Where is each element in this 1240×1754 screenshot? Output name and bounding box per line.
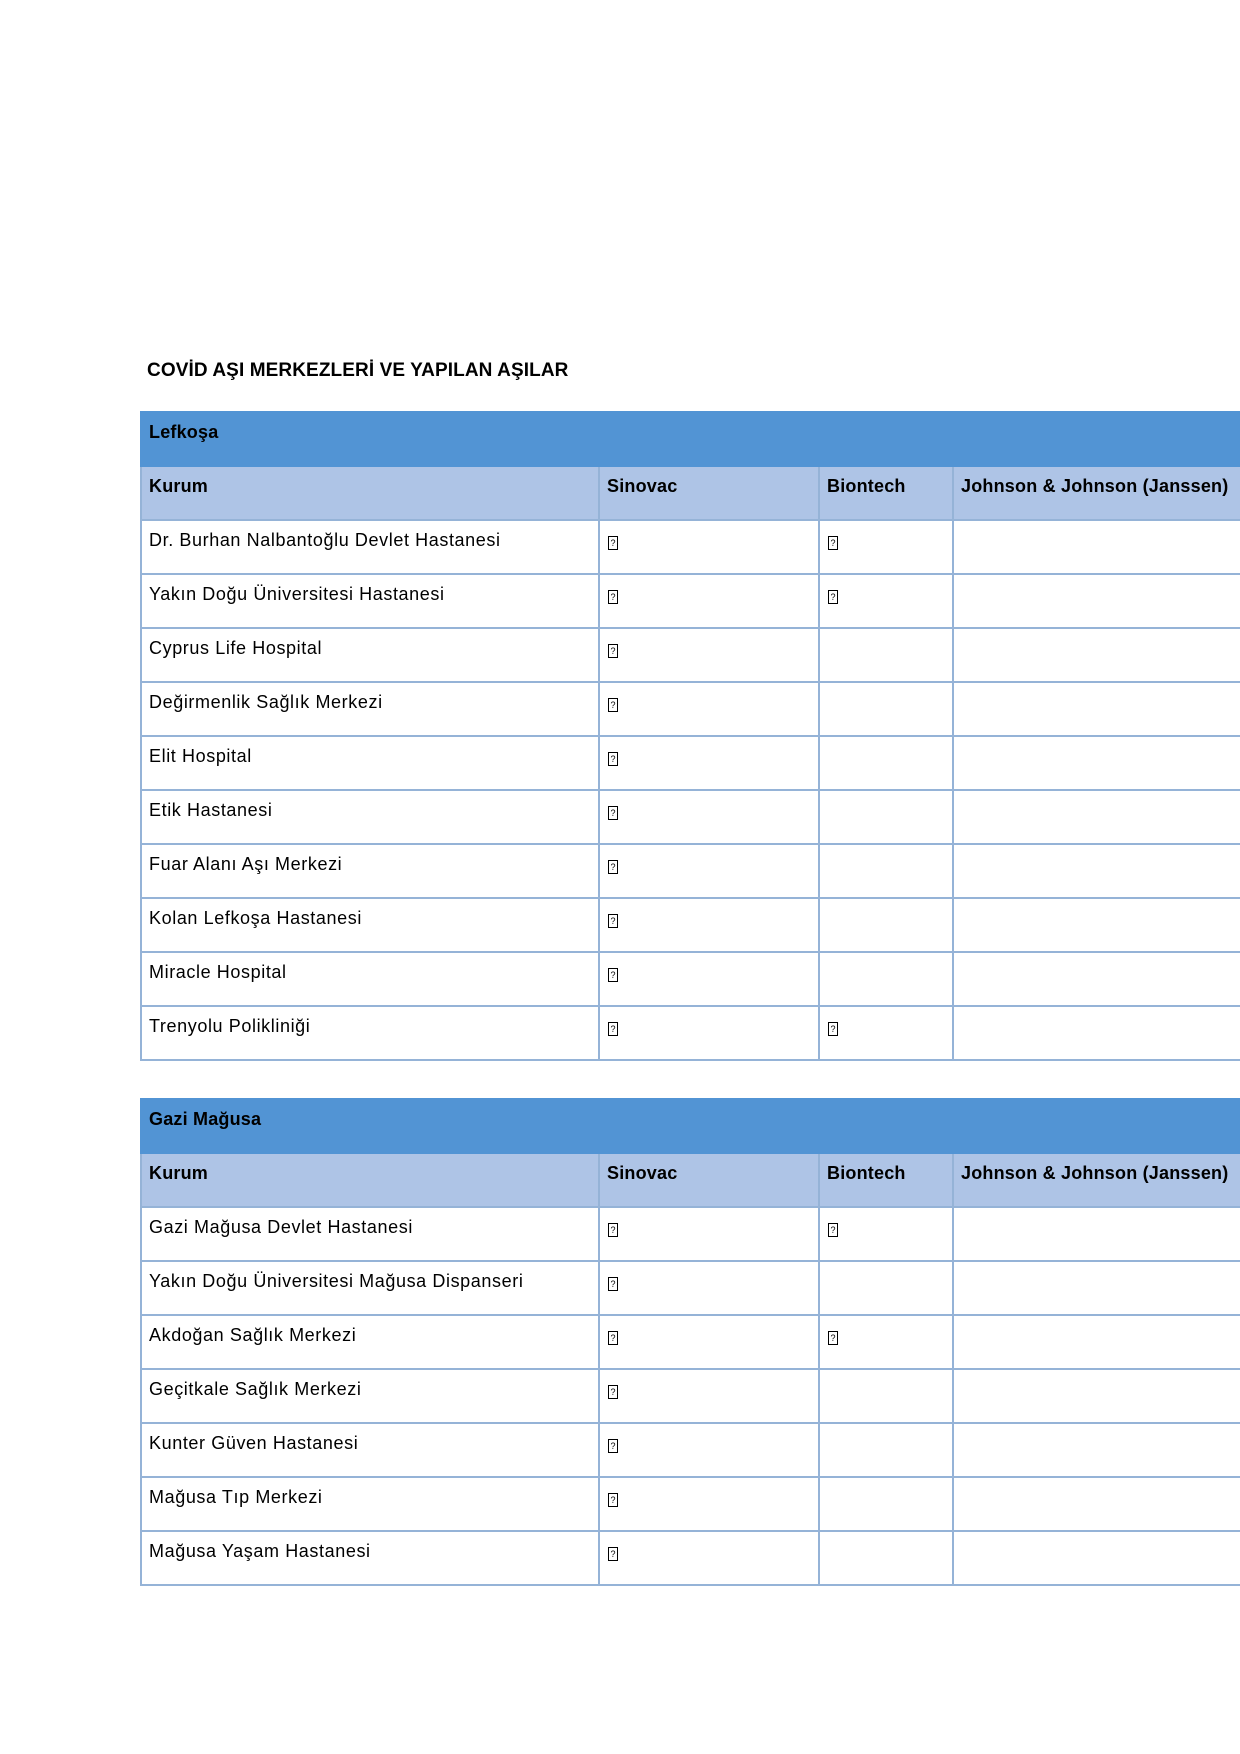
janssen-cell — [953, 1423, 1240, 1477]
biontech-cell — [819, 1531, 953, 1585]
janssen-cell — [953, 1006, 1240, 1060]
check-mark-icon: ? — [608, 1277, 618, 1291]
check-mark-icon: ? — [608, 590, 618, 604]
biontech-cell — [819, 574, 953, 628]
column-header: Biontech — [819, 1153, 953, 1207]
column-header: Kurum — [141, 1153, 599, 1207]
region-name: Gazi Mağusa — [141, 1099, 1240, 1153]
check-mark-icon: ? — [608, 1022, 618, 1036]
table-row — [141, 844, 1240, 898]
check-mark-icon: ? — [828, 1331, 838, 1345]
sinovac-cell — [599, 1207, 819, 1261]
institution-name: Yakın Doğu Üniversitesi Mağusa Dispanseri — [141, 1261, 599, 1315]
check-mark-icon: ? — [828, 1022, 838, 1036]
sinovac-cell — [599, 574, 819, 628]
check-mark-icon: ? — [608, 1493, 618, 1507]
check-mark-icon: ? — [828, 1223, 838, 1237]
biontech-cell — [819, 682, 953, 736]
region-header-row — [141, 1099, 1240, 1153]
sinovac-cell — [599, 844, 819, 898]
column-header: Johnson & Johnson (Janssen) — [953, 466, 1240, 520]
table-row — [141, 520, 1240, 574]
janssen-cell — [953, 1261, 1240, 1315]
sinovac-cell — [599, 1423, 819, 1477]
check-mark-icon: ? — [608, 1439, 618, 1453]
region-header-row — [141, 412, 1240, 466]
sinovac-cell — [599, 1006, 819, 1060]
column-header: Kurum — [141, 466, 599, 520]
janssen-cell — [953, 628, 1240, 682]
biontech-cell — [819, 1315, 953, 1369]
check-mark-icon: ? — [608, 536, 618, 550]
table-row — [141, 682, 1240, 736]
janssen-cell — [953, 898, 1240, 952]
check-mark-icon: ? — [608, 806, 618, 820]
column-header: Biontech — [819, 466, 953, 520]
biontech-cell — [819, 520, 953, 574]
biontech-cell — [819, 1369, 953, 1423]
column-header: Johnson & Johnson (Janssen) — [953, 1153, 1240, 1207]
check-mark-icon: ? — [608, 1223, 618, 1237]
sinovac-cell — [599, 790, 819, 844]
biontech-cell — [819, 1423, 953, 1477]
institution-name: Trenyolu Polikliniği — [141, 1006, 599, 1060]
institution-name: Kunter Güven Hastanesi — [141, 1423, 599, 1477]
check-mark-icon: ? — [608, 1331, 618, 1345]
table-row — [141, 1531, 1240, 1585]
column-header: Sinovac — [599, 1153, 819, 1207]
column-header-row — [141, 1153, 1240, 1207]
janssen-cell — [953, 520, 1240, 574]
document-title: COVİD AŞI MERKEZLERİ VE YAPILAN AŞILAR — [147, 360, 569, 381]
biontech-cell — [819, 1207, 953, 1261]
janssen-cell — [953, 790, 1240, 844]
biontech-cell — [819, 952, 953, 1006]
institution-name: Etik Hastanesi — [141, 790, 599, 844]
vaccine-table-lefkosa — [140, 411, 1240, 1061]
institution-name: Mağusa Tıp Merkezi — [141, 1477, 599, 1531]
sinovac-cell — [599, 1369, 819, 1423]
sinovac-cell — [599, 1315, 819, 1369]
biontech-cell — [819, 898, 953, 952]
check-mark-icon: ? — [608, 698, 618, 712]
biontech-cell — [819, 1006, 953, 1060]
table-row — [141, 898, 1240, 952]
column-header: Sinovac — [599, 466, 819, 520]
table-row — [141, 1423, 1240, 1477]
institution-name: Gazi Mağusa Devlet Hastanesi — [141, 1207, 599, 1261]
institution-name: Değirmenlik Sağlık Merkezi — [141, 682, 599, 736]
biontech-cell — [819, 628, 953, 682]
sinovac-cell — [599, 1477, 819, 1531]
table-row — [141, 1006, 1240, 1060]
institution-name: Elit Hospital — [141, 736, 599, 790]
check-mark-icon: ? — [608, 752, 618, 766]
vaccine-table-gazimagusa — [140, 1098, 1240, 1586]
biontech-cell — [819, 844, 953, 898]
institution-name: Kolan Lefkoşa Hastanesi — [141, 898, 599, 952]
check-mark-icon: ? — [608, 1547, 618, 1561]
biontech-cell — [819, 1477, 953, 1531]
region-name: Lefkoşa — [141, 412, 1240, 466]
institution-name: Dr. Burhan Nalbantoğlu Devlet Hastanesi — [141, 520, 599, 574]
check-mark-icon: ? — [608, 644, 618, 658]
table-row — [141, 1477, 1240, 1531]
table-row — [141, 1369, 1240, 1423]
table-row — [141, 1207, 1240, 1261]
biontech-cell — [819, 1261, 953, 1315]
check-mark-icon: ? — [828, 590, 838, 604]
sinovac-cell — [599, 520, 819, 574]
sinovac-cell — [599, 952, 819, 1006]
janssen-cell — [953, 574, 1240, 628]
janssen-cell — [953, 1369, 1240, 1423]
biontech-cell — [819, 736, 953, 790]
table-row — [141, 790, 1240, 844]
janssen-cell — [953, 682, 1240, 736]
sinovac-cell — [599, 628, 819, 682]
sinovac-cell — [599, 736, 819, 790]
janssen-cell — [953, 736, 1240, 790]
column-header-row — [141, 466, 1240, 520]
check-mark-icon: ? — [608, 1385, 618, 1399]
institution-name: Mağusa Yaşam Hastanesi — [141, 1531, 599, 1585]
janssen-cell — [953, 1531, 1240, 1585]
sinovac-cell — [599, 1531, 819, 1585]
sinovac-cell — [599, 682, 819, 736]
check-mark-icon: ? — [608, 968, 618, 982]
table-row — [141, 628, 1240, 682]
table-row — [141, 1315, 1240, 1369]
janssen-cell — [953, 952, 1240, 1006]
institution-name: Akdoğan Sağlık Merkezi — [141, 1315, 599, 1369]
institution-name: Miracle Hospital — [141, 952, 599, 1006]
check-mark-icon: ? — [608, 860, 618, 874]
institution-name: Yakın Doğu Üniversitesi Hastanesi — [141, 574, 599, 628]
table-row — [141, 736, 1240, 790]
janssen-cell — [953, 844, 1240, 898]
institution-name: Geçitkale Sağlık Merkezi — [141, 1369, 599, 1423]
sinovac-cell — [599, 898, 819, 952]
check-mark-icon: ? — [608, 914, 618, 928]
check-mark-icon: ? — [828, 536, 838, 550]
table-row — [141, 952, 1240, 1006]
institution-name: Cyprus Life Hospital — [141, 628, 599, 682]
janssen-cell — [953, 1315, 1240, 1369]
institution-name: Fuar Alanı Aşı Merkezi — [141, 844, 599, 898]
janssen-cell — [953, 1207, 1240, 1261]
table-row — [141, 574, 1240, 628]
table-row — [141, 1261, 1240, 1315]
biontech-cell — [819, 790, 953, 844]
janssen-cell — [953, 1477, 1240, 1531]
sinovac-cell — [599, 1261, 819, 1315]
